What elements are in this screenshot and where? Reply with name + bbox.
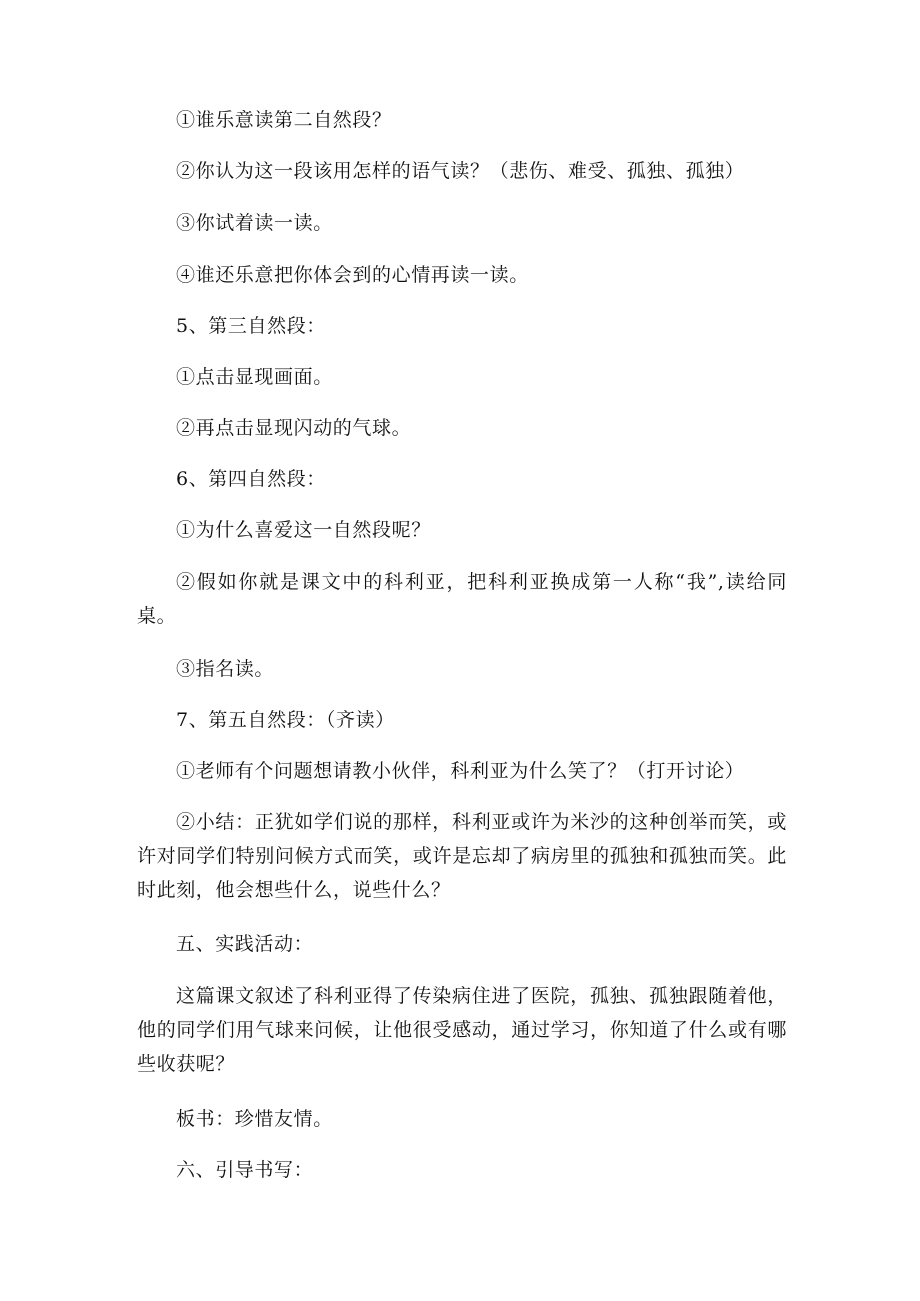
section-heading-6: 6、第四自然段： [176,468,326,490]
paragraph-13: ①老师有个问题想请教小伙伴，科利亚为什么笑了？（打开讨论） [176,760,745,782]
section-heading-writing: 六、引导书写： [176,1159,314,1181]
paragraph-2: ②你认为这一段该用怎样的语气读？（悲伤、难受、孤独、孤独） [176,160,745,182]
paragraph-14: ②小结：正犹如学们说的那样，科利亚或许为米沙的这种创举而笑，或许对同学们特别问候方式而笑，或许是忘却了病房里的孤独和孤独而笑。此时此刻，他会想些什么，说些什么？ [137,811,787,901]
paragraph-6: ①点击显现画面。 [176,366,333,388]
paragraph-1: ①谁乐意读第二自然段？ [176,109,392,131]
blackboard-note: 板书：珍惜友情。 [176,1108,333,1130]
paragraph-11: ③指名读。 [176,658,275,680]
paragraph-7: ②再点击显现闪动的气球。 [176,417,412,439]
paragraph-4: ④谁还乐意把你体会到的心情再读一读。 [176,264,529,286]
section-heading-practice: 五、实践活动： [176,933,314,955]
section-heading-5: 5、第三自然段： [176,315,326,337]
section-heading-7: 7、第五自然段：（齐读） [176,709,395,731]
paragraph-9: ①为什么喜爱这一自然段呢？ [176,519,431,541]
paragraph-3: ③你试着读一读。 [176,212,333,234]
paragraph-10: ②假如你就是课文中的科利亚，把科利亚换成第一人称“我”,读给同桌。 [137,571,787,627]
paragraph-16: 这篇课文叙述了科利亚得了传染病住进了医院，孤独、孤独跟随着他，他的同学们用气球来问候，让他很受感动，通过学习，你知道了什么或有哪些收获呢？ [137,985,787,1075]
